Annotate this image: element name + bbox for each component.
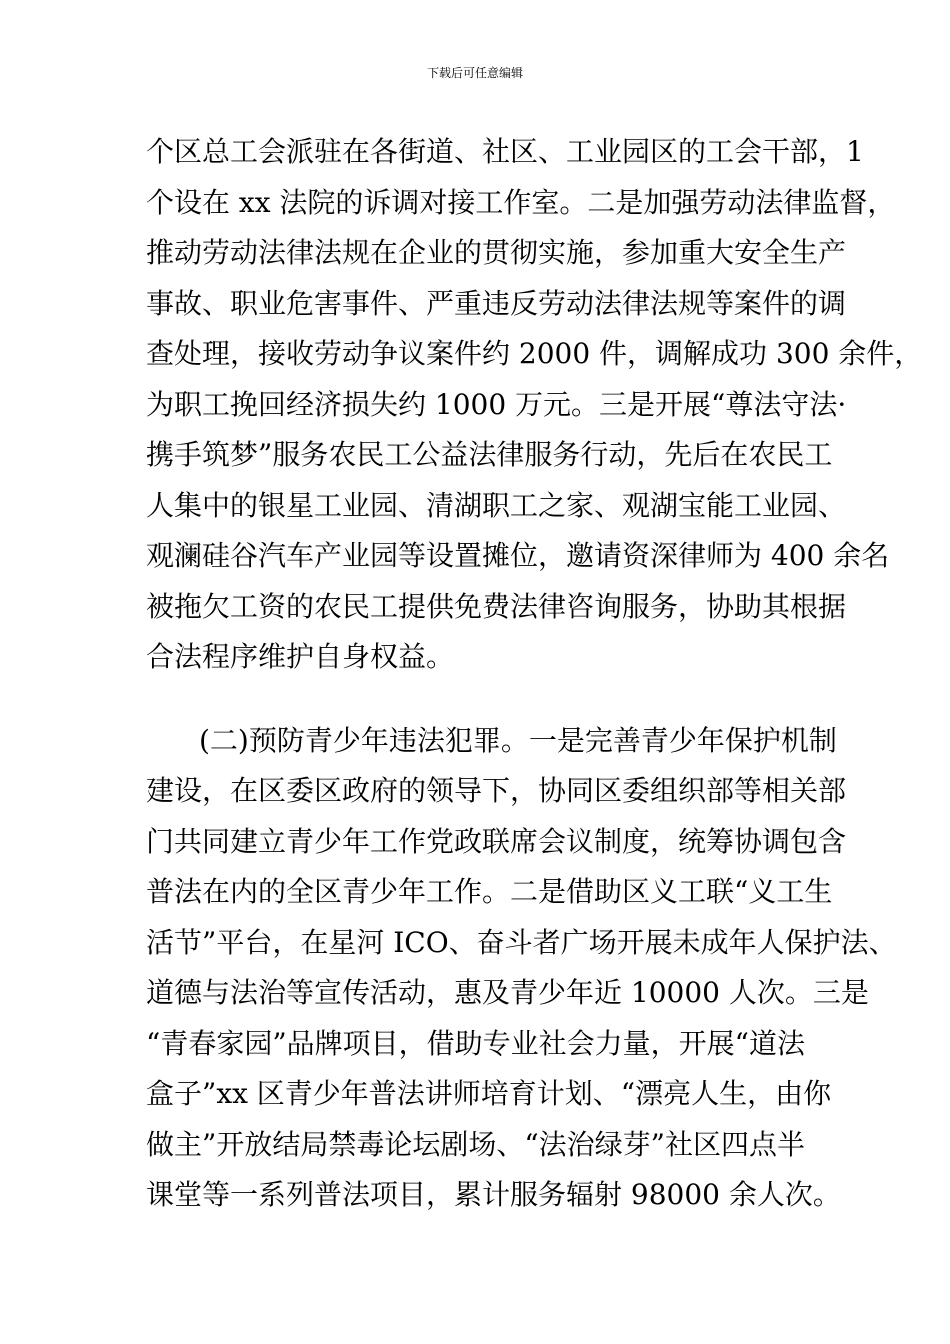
text-line: 个设在 xx 法院的诉调对接工作室。二是加强劳动法律监督， [146, 185, 896, 219]
text-line: 课堂等一系列普法项目，累计服务辐射 98000 余人次。 [146, 1178, 841, 1211]
text-line: 普法在内的全区青少年工作。二是借助区义工联“义工生 [146, 875, 833, 908]
text-line: 为职工挽回经济损失约 1000 万元。三是开展“尊法守法· [146, 387, 847, 421]
text-line: 观澜硅谷汽车产业园等设置摊位，邀请资深律师为 400 余名 [146, 539, 890, 572]
text-line: 查处理，接收劳动争议案件约 2000 件，调解成功 300 余件， [146, 337, 923, 370]
paragraph-youth-crime-prevention [146, 716, 897, 1221]
text-line: 人集中的银星工业园、清湖职工之家、观湖宝能工业园、 [146, 488, 847, 522]
paragraph-spacer [146, 683, 836, 716]
text-line: 做主”开放结局禁毒论坛剧场、“法治绿芽”社区四点半 [146, 1127, 805, 1161]
text-line: 携手筑梦”服务农民工公益法律服务行动，先后在农民工 [146, 438, 833, 471]
text-line: 盒子”xx 区青少年普法讲师培育计划、“漂亮人生，由你 [146, 1077, 832, 1110]
text-line: (二)预防青少年违法犯罪。一是完善青少年保护机制 [199, 723, 837, 757]
text-line: 推动劳动法律法规在企业的贯彻实施，参加重大安全生产 [146, 236, 847, 269]
text-line: 活节”平台，在星河 ICO、奋斗者广场开展未成年人保护法、 [146, 925, 897, 959]
page-header: 下载后可任意编辑 [426, 66, 523, 80]
text-line: 道德与法治等宣传活动，惠及青少年近 10000 人次。三是 [146, 976, 869, 1009]
text-line: 事故、职业危害事件、严重违反劳动法律法规等案件的调 [146, 286, 847, 320]
paragraph-labor-law [146, 127, 923, 683]
text-line: “青春家园”品牌项目，借助专业社会力量，开展“道法 [146, 1026, 805, 1060]
text-line: 被拖欠工资的农民工提供免费法律咨询服务，协助其根据 [146, 589, 847, 623]
text-line: 合法程序维护自身权益。 [146, 640, 455, 673]
text-line: 个区总工会派驻在各街道、社区、工业园区的工会干部，1 [146, 135, 864, 168]
document-body [146, 127, 923, 1221]
text-line: 门共同建立青少年工作党政联席会议制度，统筹协调包含 [146, 824, 847, 858]
text-line: 建设，在区委区政府的领导下，协同区委组织部等相关部 [146, 774, 847, 807]
